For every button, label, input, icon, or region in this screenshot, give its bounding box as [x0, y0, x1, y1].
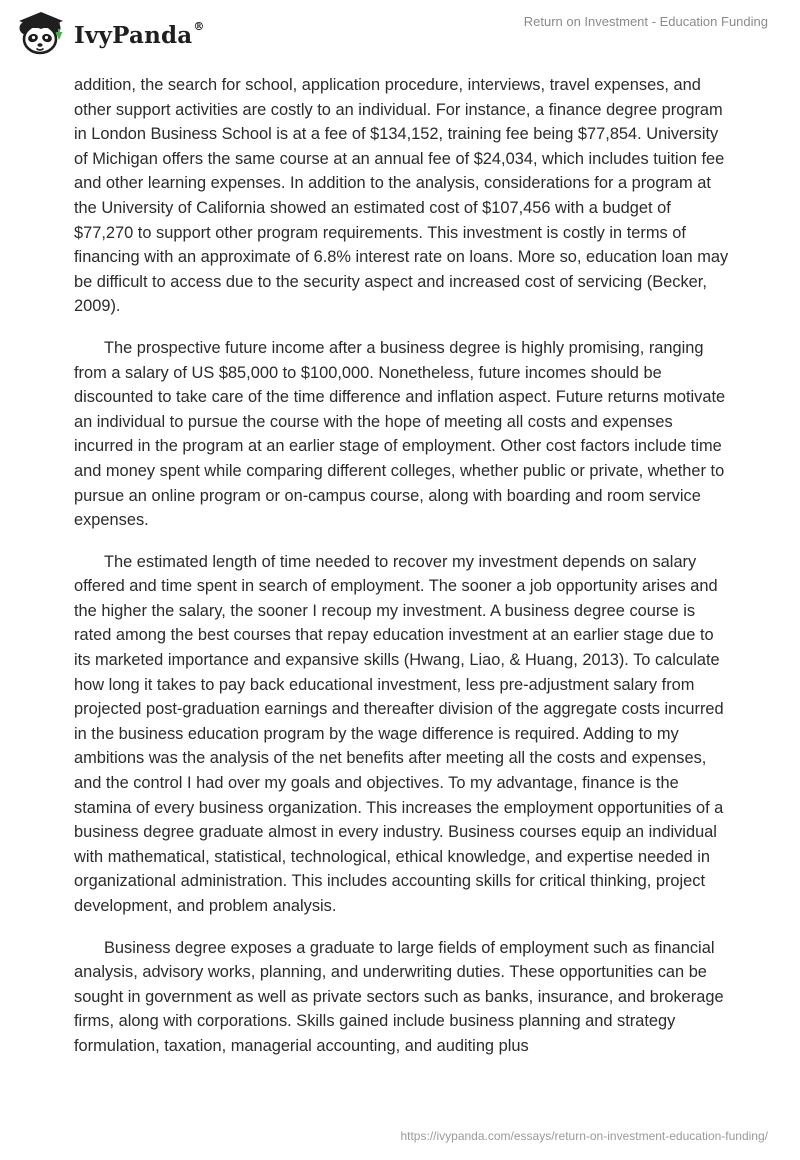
essay-body	[74, 73, 734, 1076]
source-url[interactable]: https://ivypanda.com/essays/return-on-investment-education-funding/	[400, 1129, 768, 1143]
page-header	[0, 0, 800, 70]
paragraph-2: The prospective future income after a business degree is highly promising, ranging from a salary of US $85,000 to $100,000. Nonetheless, future incomes should be discounted to take care of the time difference and inflation aspect. Future returns motivate an individual to pursue the course with the hope of meeting all costs and expenses incurred in the program at an earlier stage of employment. Other cost factors include time and money spent while comparing different colleges, whether public or private, whether to pursue an online program or on-campus course, along with boarding and room service expenses.	[74, 338, 726, 530]
document-title: Return on Investment - Education Funding	[523, 14, 768, 29]
paragraph-1: addition, the search for school, application procedure, interviews, travel expenses, and other support activities are costly to an individual. For instance, a finance degree program in London Business School is at a fee of $134,152, training fee being $77,854. University of Michigan offers the same course at an annual fee of $24,034, which includes tuition fee and other learning expenses. In addition to the analysis, considerations for a program at the University of California showed an estimated cost of $107,456 with a budget of $77,270 to support other program requirements. This investment is costly in terms of financing with an approximate of 6.8% interest rate on loans. More so, education loan may be difficult to access due to the security aspect and increased cost of servicing (Becker, 2009).	[74, 76, 729, 316]
panda-graduate-logo-icon	[14, 8, 70, 60]
paragraph-4: Business degree exposes a graduate to large fields of employment such as financial analysis, advisory works, planning, and underwriting duties. These opportunities can be sought in government as well as private sectors such as banks, insurance, and brokerage firms, along with corporations. Skills gained include business planning and strategy formulation, taxation, managerial accounting, and auditing plus	[74, 938, 724, 1055]
brand-name	[74, 19, 205, 49]
paragraph-3: The estimated length of time needed to recover my investment depends on salary offered and time spent in search of employment. The sooner a job opportunity arises and the higher the salary, the sooner I recoup my investment. A business degree course is rated among the best courses that repay education investment at an earlier stage due to its marketed importance and expansive skills (Hwang, Liao, & Huang, 2013). To calculate how long it takes to pay back educational investment, less pre-adjustment salary from projected post-graduation earnings and thereafter division of the aggregate costs incurred in the business education program by the wage difference is required. Adding to my ambitions was the analysis of the net benefits after meeting all the costs and expenses, and the control I had over my goals and objectives. To my advantage, finance is the stamina of every business organization. This increases the employment opportunities of a business degree graduate almost in every industry. Business courses equip an individual with mathematical, statistical, technological, ethical knowledge, and expertise needed in organizational administration. This includes accounting skills for critical thinking, project development, and problem analysis.	[74, 552, 724, 915]
registered-mark: ®	[193, 19, 205, 33]
brand-name-text: IvyPanda	[74, 21, 193, 49]
brand-logo[interactable]	[14, 8, 205, 60]
